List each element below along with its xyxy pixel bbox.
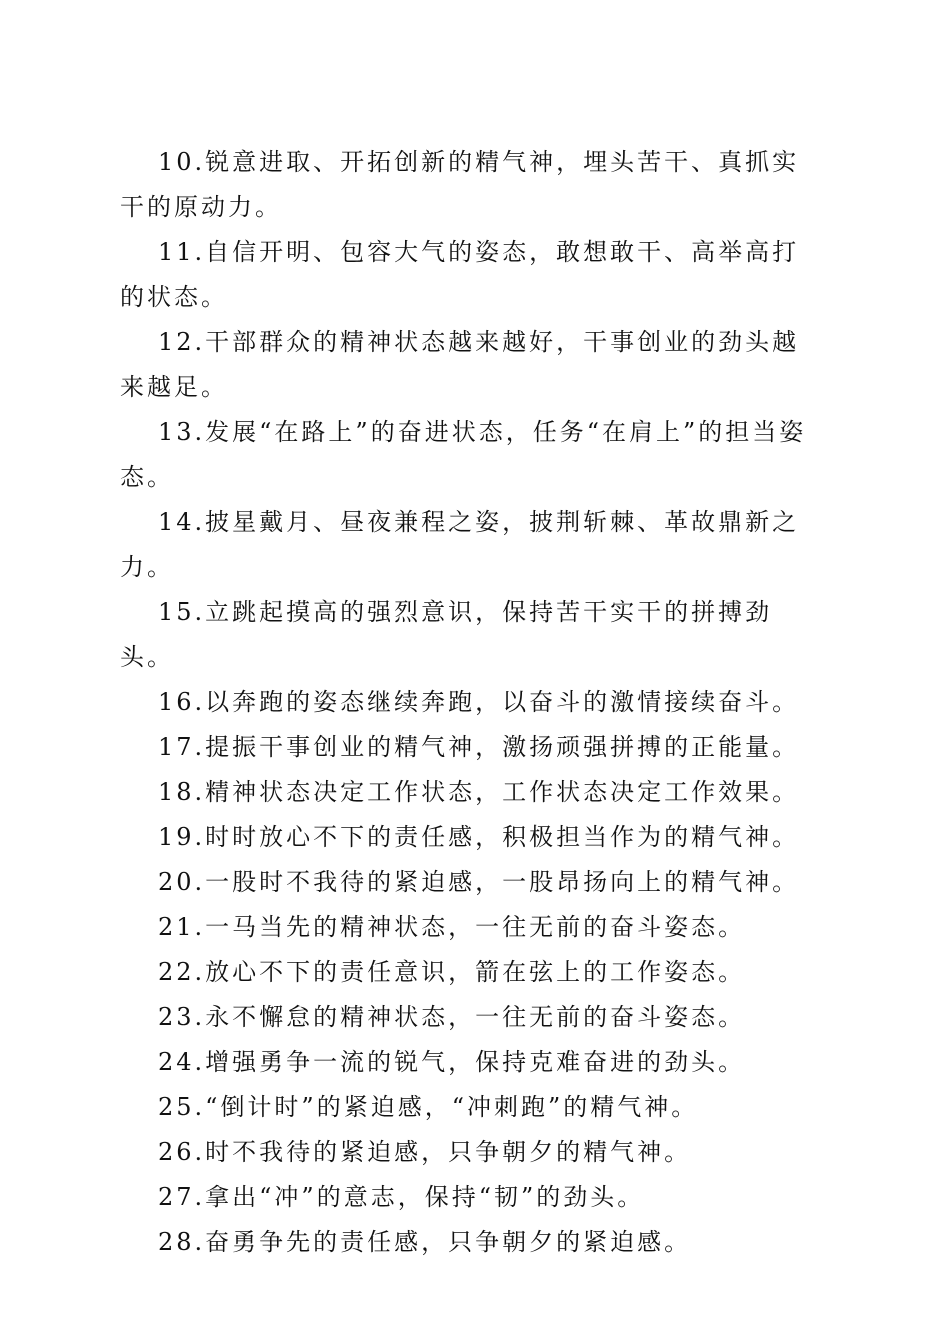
list-item-26: 26.时不我待的紧迫感，只争朝夕的精气神。: [158, 1138, 692, 1166]
list-item-24: 24.增强勇争一流的锐气，保持克难奋进的劲头。: [158, 1048, 746, 1076]
list-item-18: 18.精神状态决定工作状态，工作状态决定工作效果。: [158, 778, 800, 806]
list-item-22: 22.放心不下的责任意识，箭在弦上的工作姿态。: [158, 958, 746, 986]
list-item-15: 15.立跳起摸高的强烈意识，保持苦干实干的拼搏劲头。: [120, 598, 773, 671]
list-item-17: 17.提振干事创业的精气神，激扬顽强拼搏的正能量。: [158, 733, 800, 761]
list-item-25: 25.“倒计时”的紧迫感，“冲刺跑”的精气神。: [158, 1093, 699, 1121]
list-item-11: 11.自信开明、包容大气的姿态，敢想敢干、高举高打的状态。: [120, 238, 800, 311]
list-item-28: 28.奋勇争先的责任感，只争朝夕的紧迫感。: [158, 1228, 692, 1256]
document-body: [120, 140, 822, 1265]
list-item-21: 21.一马当先的精神状态，一往无前的奋斗姿态。: [158, 913, 746, 941]
list-item-12: 12.干部群众的精神状态越来越好，干事创业的劲头越来越足。: [120, 328, 800, 401]
list-item-27: 27.拿出“冲”的意志，保持“韧”的劲头。: [158, 1183, 645, 1211]
list-item-20: 20.一股时不我待的紧迫感，一股昂扬向上的精气神。: [158, 868, 800, 896]
list-item-10: 10.锐意进取、开拓创新的精气神，埋头苦干、真抓实干的原动力。: [120, 148, 800, 221]
list-item-13: 13.发展“在路上”的奋进状态，任务“在肩上”的担当姿态。: [120, 418, 807, 491]
list-item-19: 19.时时放心不下的责任感，积极担当作为的精气神。: [158, 823, 800, 851]
list-item-23: 23.永不懈怠的精神状态，一往无前的奋斗姿态。: [158, 1003, 746, 1031]
list-item-16: 16.以奔跑的姿态继续奔跑，以奋斗的激情接续奋斗。: [158, 688, 800, 716]
list-item-14: 14.披星戴月、昼夜兼程之姿，披荆斩棘、革故鼎新之力。: [120, 508, 800, 581]
